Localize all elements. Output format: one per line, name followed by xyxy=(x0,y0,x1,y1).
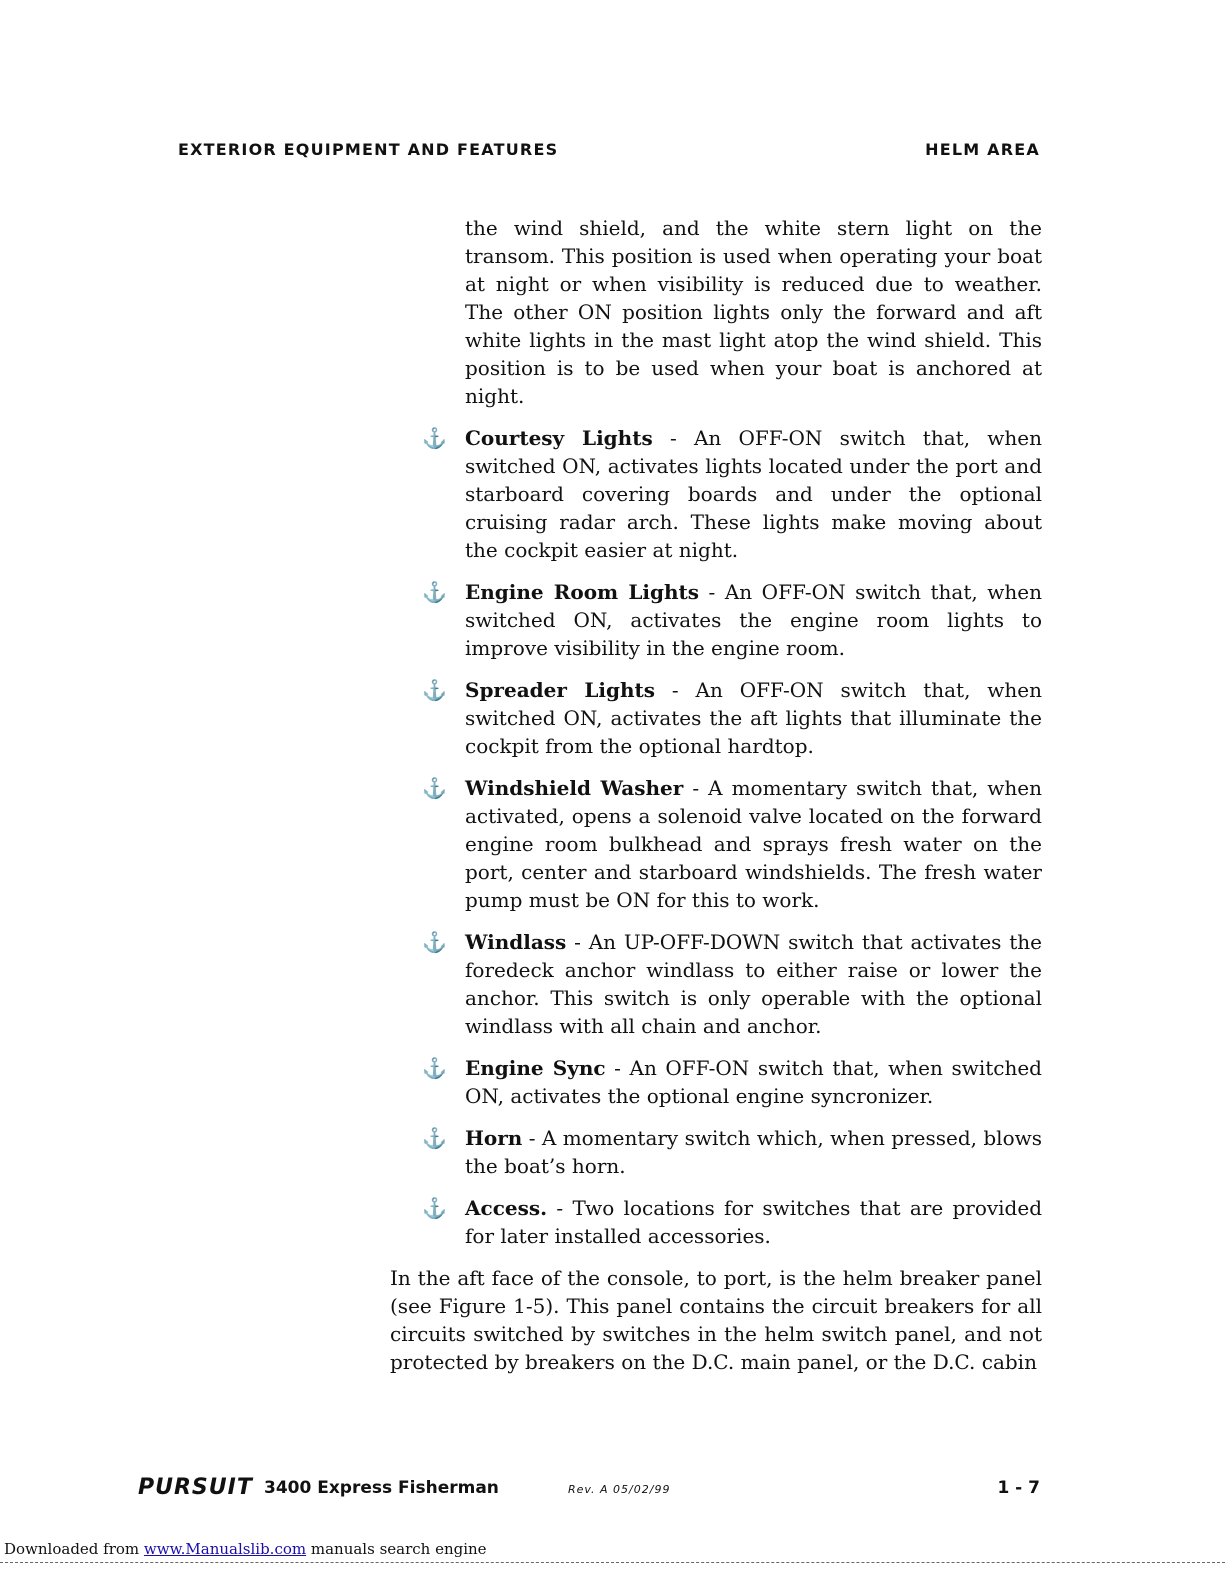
anchor-icon: ⚓ xyxy=(422,678,447,702)
subsection-title: HELM AREA xyxy=(925,140,1040,159)
anchor-icon: ⚓ xyxy=(422,1126,447,1150)
switch-term: Windshield Washer xyxy=(465,776,684,800)
list-item xyxy=(390,1124,1042,1180)
switch-term: Engine Sync xyxy=(465,1056,606,1080)
switch-term: Access. xyxy=(465,1196,548,1220)
body-text xyxy=(390,214,1042,1376)
list-item xyxy=(390,676,1042,760)
switch-description: - Two locations for switches that are provided for later installed accessories. xyxy=(465,1196,1042,1248)
model-name: 3400 Express Fisherman xyxy=(264,1478,499,1498)
switch-term: Windlass xyxy=(465,930,567,954)
download-prefix: Downloaded from xyxy=(4,1540,144,1558)
page-number: 1 - 7 xyxy=(997,1478,1040,1498)
closing-paragraph: In the aft face of the console, to port, is the helm breaker panel (see Figure 1-5). This panel contains the circuit breakers for all circuits switched by switches in the helm switch panel, and not protected by breakers on the D.C. main panel, or the D.C. cabin xyxy=(390,1266,1042,1374)
anchor-icon: ⚓ xyxy=(422,1056,447,1080)
list-item xyxy=(390,424,1042,564)
switch-description: - An UP-OFF-DOWN switch that activates the foredeck anchor windlass to either raise or lower the anchor. This switch is only operable with the optional windlass with all chain and anchor. xyxy=(465,930,1042,1038)
switch-term: Courtesy Lights xyxy=(465,426,653,450)
running-header xyxy=(178,140,1040,164)
switch-list xyxy=(390,424,1042,1250)
anchor-icon: ⚓ xyxy=(422,1196,447,1220)
switch-description: - An OFF-ON switch that, when switched ON, activates the engine room lights to improve visibility in the engine room. xyxy=(465,580,1042,660)
section-title: EXTERIOR EQUIPMENT AND FEATURES xyxy=(178,140,559,159)
anchor-icon: ⚓ xyxy=(422,930,447,954)
divider xyxy=(0,1562,1225,1563)
intro-paragraph: the wind shield, and the white stern light on the transom. This position is used when operating your boat at night or when visibility is reduced due to weather. The other ON position lights only the forward and aft white lights in the mast light atop the wind shield. This position is to be used when your boat is anchored at night. xyxy=(465,216,1042,408)
list-item xyxy=(390,1194,1042,1250)
anchor-icon: ⚓ xyxy=(422,776,447,800)
list-item xyxy=(390,578,1042,662)
brand-logo: PURSUIT xyxy=(138,1475,253,1500)
switch-description: - An OFF-ON switch that, when switched ON, activates the optional engine syncronizer. xyxy=(465,1056,1042,1108)
anchor-icon: ⚓ xyxy=(422,580,447,604)
switch-description: - An OFF-ON switch that, when switched ON, activates the aft lights that illuminate the cockpit from the optional hardtop. xyxy=(465,678,1043,758)
switch-description: - An OFF-ON switch that, when switched ON, activates lights located under the port and starboard covering boards and under the optional cruising radar arch. These lights make moving about the cockpit easier at night. xyxy=(465,426,1043,562)
list-item xyxy=(390,774,1042,914)
revision-label: Rev. A 05/02/99 xyxy=(568,1483,671,1496)
manualslib-link[interactable]: www.Manualslib.com xyxy=(143,1540,307,1558)
anchor-icon: ⚓ xyxy=(422,426,447,450)
switch-description: - A momentary switch which, when pressed, blows the boat’s horn. xyxy=(465,1126,1042,1178)
download-text xyxy=(4,1540,487,1558)
download-banner xyxy=(0,1540,1225,1562)
list-item xyxy=(390,928,1042,1040)
switch-term: Engine Room Lights xyxy=(465,580,700,604)
list-item xyxy=(390,1054,1042,1110)
switch-term: Horn xyxy=(465,1126,523,1150)
switch-term: Spreader Lights xyxy=(465,678,656,702)
page-footer xyxy=(138,1475,1040,1505)
download-suffix: manuals search engine xyxy=(306,1540,487,1558)
switch-description: - A momentary switch that, when activated, opens a solenoid valve located on the forward engine room bulkhead and sprays fresh water on the port, center and starboard windshields. The fresh water pump must be ON for this to work. xyxy=(465,776,1042,912)
